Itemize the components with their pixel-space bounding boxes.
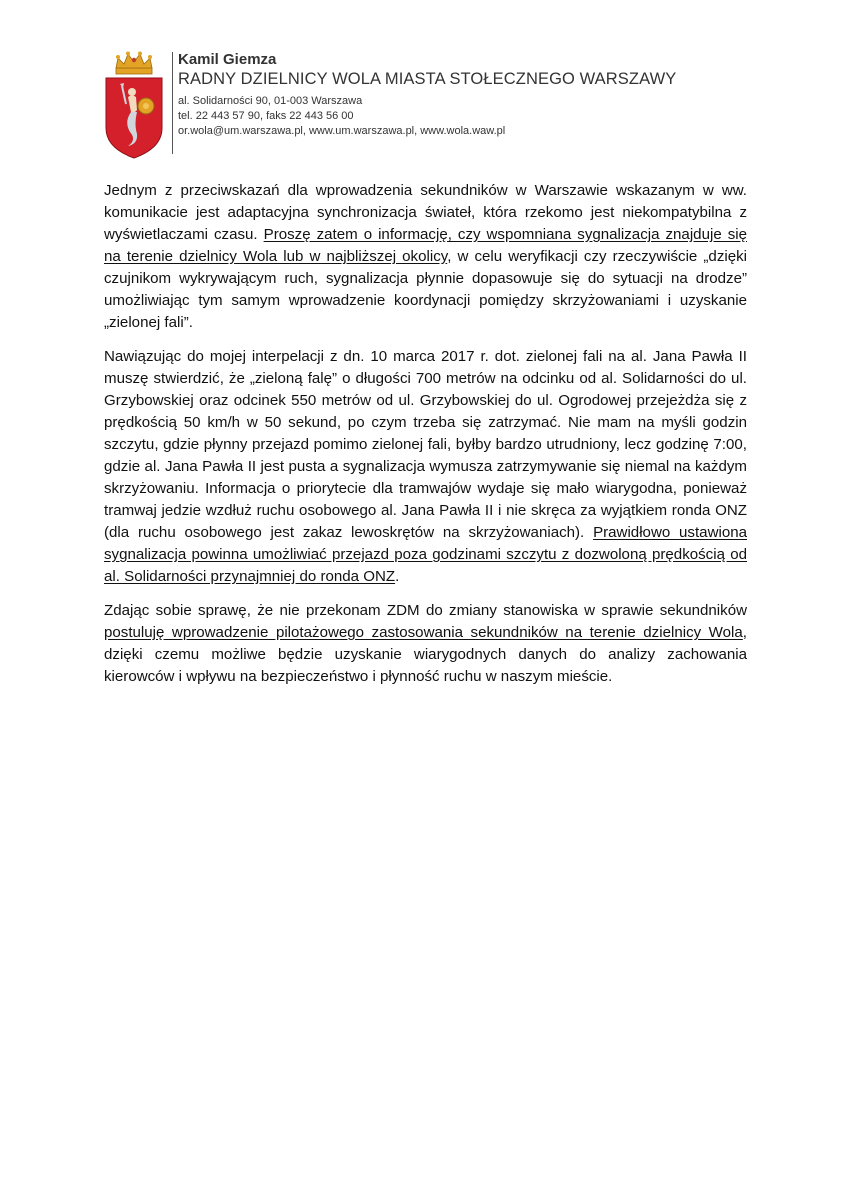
paragraph-2-text: Nawiązując do mojej interpelacji z dn. 10 marca 2017 r. dot. zielonej fali na al. Jana Pawła II muszę stwierdzić, że „zieloną falę” o długości 700 metrów na odcinku od al. Solidarności do ul. Grzybowskiej oraz odcinek 550 metrów od ul. Grzybowskiej do ul. Ogrodowej przejeżdża się z prędkością 50 km/h w 50 sekund, po czym trzeba się zatrzymać. Nie mam na myśli godzin szczytu, gdzie płynny przejazd pomimo zielonej fali, byłby bardzo utrudniony, lecz godzinę 7:00, gdzie al. Jana Pawła II jest pusta a sygnalizacja wymusza zatrzymywanie się niemal na każdym skrzyżowaniu. Informacja o priorytecie dla tramwajów wydaje się mało wiarygodna, ponieważ tramwaj jedzie wzdłuż ruchu osobowego al. Jana Pawła II i nie skręca za wyjątkiem ronda ONZ (dla ruchu osobowego jest zakaz lewoskrętów na skrzyżowaniach). [104, 348, 747, 541]
letter-body [104, 180, 747, 700]
warsaw-coat-of-arms-icon [104, 50, 166, 162]
paragraph-3-text: Zdając sobie sprawę, że nie przekonam ZDM do zmiany stanowiska w sprawie sekundników [104, 602, 747, 619]
author-name: Kamil Giemza [178, 51, 277, 68]
paragraph-2-text-end: . [395, 568, 400, 585]
office-phone: tel. 22 443 57 90, faks 22 443 56 00 [178, 110, 354, 122]
paragraph-2 [104, 346, 747, 588]
paragraph-1-text-end: , w celu weryfikacji czy rzeczywiście „dzięki czujnikom wykrywającym ruch, sygnalizacja płynnie dopasowuje się do sytuacji na drodze” umożliwiając tym samym wprowadzenie koordynacji pomiędzy skrzyżowaniami i uzyskanie „zielonej fali”. [104, 248, 748, 331]
paragraph-3 [104, 600, 747, 688]
paragraph-3-underlined: postuluję wprowadzenie pilotażowego zastosowania sekundników na terenie dzielnicy Wola [104, 624, 743, 641]
paragraph-3-text-end: , dzięki czemu możliwe będzie uzyskanie wiarygodnych danych do analizy zachowania kierowców i wpływu na bezpieczeństwo i płynność ruchu w naszym mieście. [104, 624, 747, 685]
letterhead-text [178, 50, 676, 139]
author-title: RADNY DZIELNICY WOLA MIASTA STOŁECZNEGO WARSZAWY [178, 70, 677, 88]
paragraph-2-underlined: Prawidłowo ustawiona sygnalizacja powinna umożliwiać przejazd poza godzinami szczytu z dozwoloną prędkością od al. Solidarności przynajmniej do ronda ONZ [104, 524, 748, 585]
paragraph-1-text: Jednym z przeciwskazań dla wprowadzenia sekundników w Warszawie wskazanym w ww. komunikacie jest adaptacyjna synchronizacja świateł, która rzekomo jest niekompatybilna z wyświetlaczami czasu. [104, 182, 747, 243]
office-address: al. Solidarności 90, 01-003 Warszawa [178, 95, 363, 107]
crown-icon [116, 52, 152, 75]
office-web: or.wola@um.warszawa.pl, www.um.warszawa.pl, www.wola.waw.pl [178, 125, 506, 137]
paragraph-1 [104, 180, 747, 334]
paragraph-1-underlined: Proszę zatem o informację, czy wspomniana sygnalizacja znajduje się na terenie dzielnicy Wola lub w najbliższej okolicy [104, 226, 747, 265]
letterhead-divider [172, 52, 173, 154]
letterhead [104, 50, 744, 160]
